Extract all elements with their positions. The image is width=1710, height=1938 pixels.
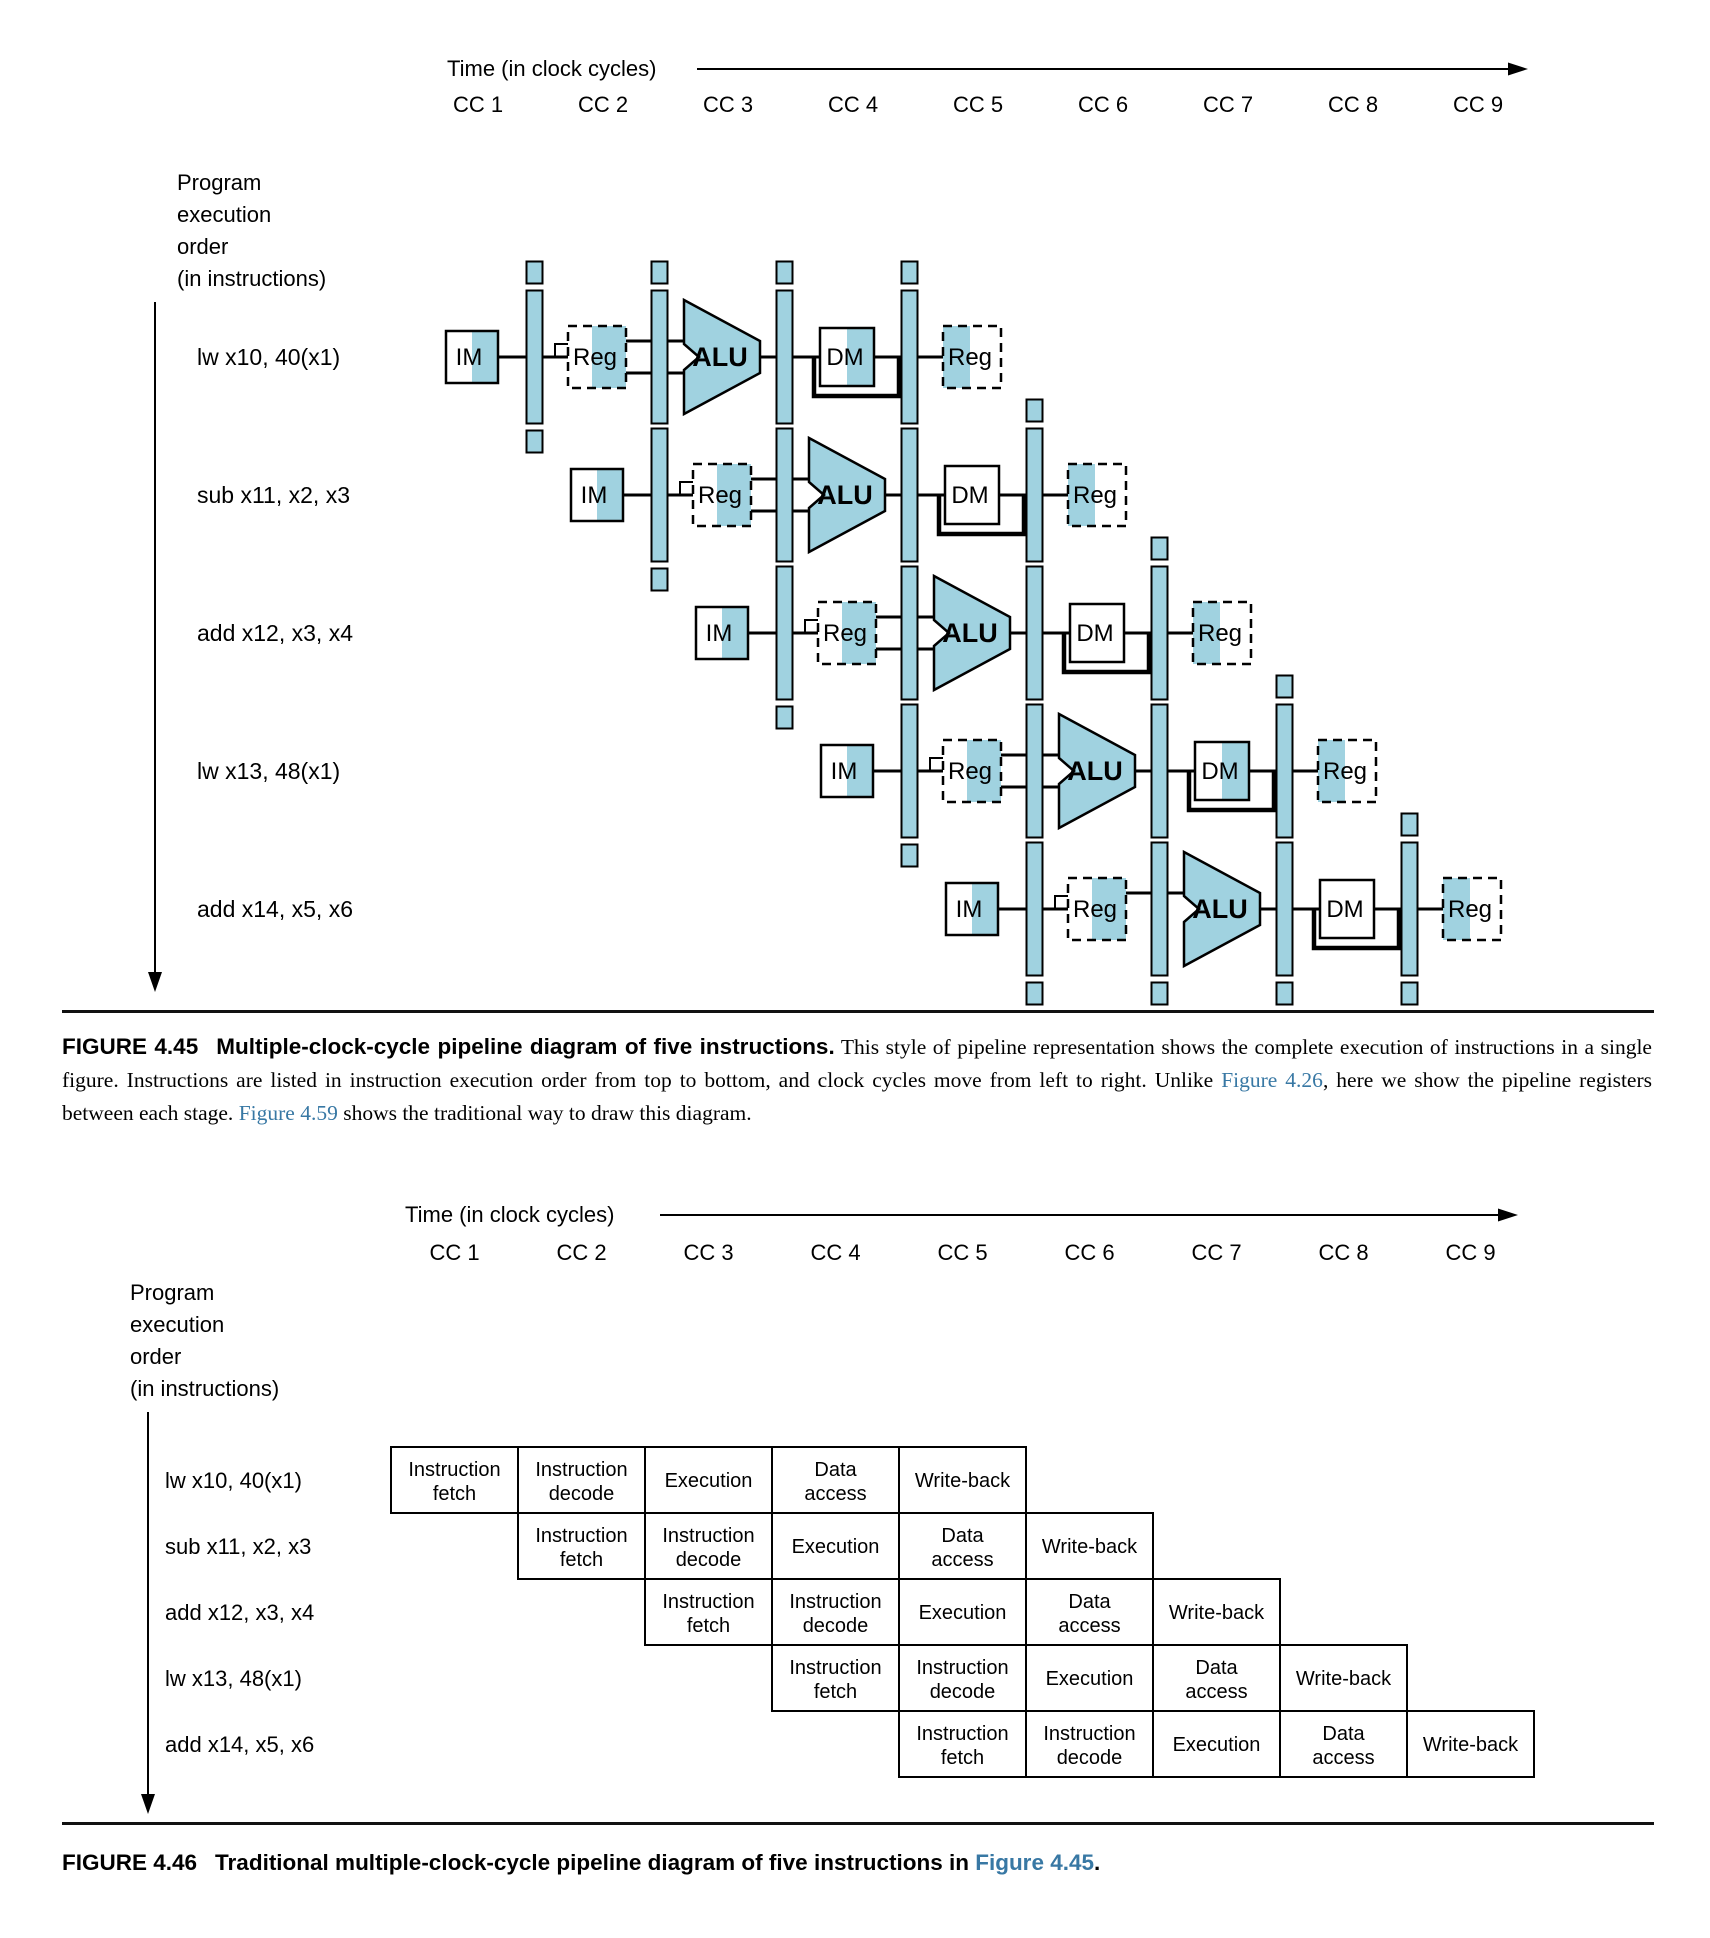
pipeline-register-bar [1277, 843, 1293, 976]
pipeline-register-stub [652, 262, 668, 284]
reg-read-label: Reg [947, 758, 993, 785]
instruction-label: sub x11, x2, x3 [165, 1534, 312, 1559]
stage-cell-label: Data [1195, 1657, 1238, 1679]
stage-cell-label: Instruction [408, 1459, 501, 1481]
pipeline-register-bar [902, 291, 918, 424]
stage-cell-label: fetch [686, 1615, 731, 1637]
pipeline-row [197, 538, 1251, 729]
time-axis-arrowhead [1508, 63, 1528, 76]
stage-cell-label: Data [814, 1459, 857, 1481]
cc-label: CC 9 [1445, 1240, 1496, 1265]
stage-cell-label: Data [941, 1525, 984, 1547]
stage-cell-label: decode [548, 1483, 615, 1505]
stage-cell-label: Write-back [1422, 1734, 1519, 1756]
pipeline-register-bar [1152, 843, 1168, 976]
pipeline-register-bar [1027, 429, 1043, 562]
reg-write-label: Reg [1322, 758, 1368, 785]
alu-label: ALU [692, 342, 748, 372]
alu-label: ALU [942, 618, 998, 648]
stage-cell-label: decode [1056, 1747, 1123, 1769]
stage-cell-label: access [1185, 1681, 1248, 1703]
stage-cell-label: Write-back [1295, 1668, 1392, 1690]
program-order-label: order [177, 234, 229, 259]
instruction-label: add x12, x3, x4 [165, 1600, 315, 1625]
time-axis-arrowhead [1498, 1209, 1518, 1222]
pipeline-register-bar [777, 291, 793, 424]
pipeline-register-bar [902, 705, 918, 838]
stage-cell-label: decode [929, 1681, 996, 1703]
figure-4-46-caption-body [215, 1850, 1100, 1875]
dm-label: DM [1076, 620, 1114, 647]
cc-label: CC 3 [702, 92, 754, 117]
stage-cell-label: access [931, 1549, 994, 1571]
stage-cell-label: fetch [432, 1483, 477, 1505]
pipeline-register-stub [652, 569, 668, 591]
stage-cell-label: Instruction [789, 1591, 882, 1613]
stage-cell-label: Data [1068, 1591, 1111, 1613]
pipeline-register-bar [777, 429, 793, 562]
pipeline-register-bar [902, 567, 918, 700]
program-order-label: execution [177, 202, 272, 227]
stage-cell-label: fetch [940, 1747, 985, 1769]
cc-label: CC 1 [452, 92, 504, 117]
reg-read-label: Reg [822, 620, 868, 647]
pipeline-register-bar [652, 291, 668, 424]
pipeline-register-stub [1277, 983, 1293, 1005]
stage-cell-label: Instruction [789, 1657, 882, 1679]
dm-label: DM [951, 482, 989, 509]
pipeline-register-bar [1027, 705, 1043, 838]
im-label: IM [955, 896, 983, 923]
dm-label: DM [826, 344, 864, 371]
cc-label: CC 2 [556, 1240, 607, 1265]
alu-label: ALU [1192, 894, 1248, 924]
figure-4-46-caption [62, 1850, 1652, 1876]
cc-label: CC 4 [827, 92, 879, 117]
pipeline-row [197, 676, 1376, 867]
pipeline-register-bar [652, 429, 668, 562]
pipeline-register-stub [902, 845, 918, 867]
caption-4-46-text: . [1094, 1850, 1101, 1875]
stage-cell-label: Execution [918, 1602, 1007, 1624]
instruction-label: add x14, x5, x6 [197, 896, 353, 922]
reg-read-label: Reg [572, 344, 618, 371]
program-order-arrowhead [141, 1794, 155, 1814]
instruction-label: add x14, x5, x6 [165, 1732, 315, 1757]
alu-label: ALU [1067, 756, 1123, 786]
reg-write-label: Reg [1072, 482, 1118, 509]
figure-4-45-caption [62, 1030, 1652, 1130]
pipeline-table-row [165, 1645, 1407, 1711]
cc-label: CC 8 [1327, 92, 1379, 117]
stage-cell-label: Data [1322, 1723, 1365, 1745]
figure-4-46-label: FIGURE 4.46 [62, 1850, 198, 1875]
cc-label: CC 6 [1064, 1240, 1115, 1265]
reg-write-label: Reg [947, 344, 993, 371]
stage-cell-label: decode [675, 1549, 742, 1571]
reg-read-label: Reg [697, 482, 743, 509]
pipeline-register-stub [777, 707, 793, 729]
pipeline-table-row [165, 1579, 1280, 1645]
pipeline-register-bar [777, 567, 793, 700]
stage-cell-label: Write-back [914, 1470, 1011, 1492]
cc-label: CC 7 [1202, 92, 1254, 117]
program-order-label: (in instructions) [177, 266, 327, 291]
caption-4-45-figure-link[interactable]: Figure 4.59 [238, 1101, 338, 1125]
caption-4-46-text: Traditional multiple-clock-cycle pipeline diagram of five instructions in [215, 1850, 976, 1875]
stage-cell-label: Execution [791, 1536, 880, 1558]
pipeline-row [197, 814, 1501, 1005]
cc-label: CC 6 [1077, 92, 1129, 117]
reg-write-label: Reg [1197, 620, 1243, 647]
stage-cell-label: fetch [813, 1681, 858, 1703]
stage-cell-label: Instruction [535, 1459, 628, 1481]
pipeline-register-bar [527, 291, 543, 424]
reg-write-label: Reg [1447, 896, 1493, 923]
time-axis-label: Time (in clock cycles) [405, 1202, 615, 1227]
cc-label: CC 8 [1318, 1240, 1369, 1265]
stage-cell-label: Write-back [1041, 1536, 1138, 1558]
pipeline-register-stub [1027, 400, 1043, 422]
cc-label: CC 2 [577, 92, 629, 117]
cc-label: CC 9 [1452, 92, 1504, 117]
cc-label: CC 7 [1191, 1240, 1242, 1265]
cc-label: CC 1 [429, 1240, 480, 1265]
program-order-label: Program [177, 170, 262, 195]
pipeline-register-stub [902, 262, 918, 284]
caption-4-45-text: shows the traditional way to draw this diagram. [337, 1101, 752, 1125]
caption-divider-rule-2 [62, 1822, 1654, 1825]
instruction-label: lw x10, 40(x1) [165, 1468, 302, 1493]
cc-label: CC 3 [683, 1240, 734, 1265]
cc-label: CC 4 [810, 1240, 861, 1265]
stage-cell-label: fetch [559, 1549, 604, 1571]
figure-4-45-title: Multiple-clock-cycle pipeline diagram of five instructions. [216, 1034, 835, 1059]
pipeline-register-stub [1027, 983, 1043, 1005]
pipeline-register-stub [1152, 983, 1168, 1005]
instruction-label: lw x13, 48(x1) [165, 1666, 302, 1691]
cc-label: CC 5 [937, 1240, 988, 1265]
stage-cell-label: Instruction [535, 1525, 628, 1547]
pipeline-register-stub [527, 431, 543, 453]
figure-4-45-label: FIGURE 4.45 [62, 1034, 199, 1059]
program-order-label: Program [130, 1280, 215, 1305]
stage-cell-label: access [804, 1483, 867, 1505]
pipeline-register-bar [1402, 843, 1418, 976]
program-order-label: (in instructions) [130, 1376, 280, 1401]
stage-cell-label: Write-back [1168, 1602, 1265, 1624]
pipeline-table-figure-4-46 [0, 1180, 1710, 1840]
stage-cell-label: Execution [1172, 1734, 1261, 1756]
stage-cell-label: access [1312, 1747, 1375, 1769]
stage-cell-label: Instruction [662, 1591, 755, 1613]
im-label: IM [580, 482, 608, 509]
pipeline-row [197, 400, 1126, 591]
dm-label: DM [1201, 758, 1239, 785]
pipeline-table-row [165, 1447, 1026, 1513]
instruction-label: add x12, x3, x4 [197, 620, 353, 646]
caption-4-45-text: , here we show the pipeline registers between each stage. [62, 1068, 1652, 1125]
im-label: IM [705, 620, 733, 647]
pipeline-register-bar [1277, 705, 1293, 838]
stage-cell-label: Execution [664, 1470, 753, 1492]
dm-label: DM [1326, 896, 1364, 923]
time-axis-label: Time (in clock cycles) [447, 56, 657, 81]
pipeline-register-stub [1402, 983, 1418, 1005]
pipeline-register-stub [527, 262, 543, 284]
pipeline-table-row [165, 1711, 1534, 1777]
stage-cell-label: access [1058, 1615, 1121, 1637]
pipeline-register-bar [1152, 705, 1168, 838]
pipeline-register-stub [1277, 676, 1293, 698]
instruction-label: sub x11, x2, x3 [197, 482, 350, 508]
caption-divider-rule [62, 1010, 1654, 1013]
stage-cell-label: Instruction [916, 1723, 1009, 1745]
program-order-arrowhead [148, 972, 162, 992]
pipeline-register-bar [902, 429, 918, 562]
pipeline-register-bar [1027, 567, 1043, 700]
instruction-label: lw x10, 40(x1) [197, 344, 341, 370]
program-order-label: order [130, 1344, 182, 1369]
pipeline-register-bar [1027, 843, 1043, 976]
im-label: IM [830, 758, 858, 785]
pipeline-register-stub [1402, 814, 1418, 836]
stage-cell-label: Instruction [916, 1657, 1009, 1679]
instruction-label: lw x13, 48(x1) [197, 758, 341, 784]
pipeline-register-stub [777, 262, 793, 284]
stage-cell-label: Execution [1045, 1668, 1134, 1690]
caption-4-45-figure-link[interactable]: Figure 4.26 [1221, 1068, 1323, 1092]
caption-4-46-figure-link[interactable]: Figure 4.45 [975, 1850, 1094, 1875]
stage-cell-label: Instruction [1043, 1723, 1136, 1745]
caption-4-45-text: This style of pipeline representation shows the complete execution of instructions in a single figure. Instructions are listed in instruction execution order from top to bottom, and clock cycles move from left to right. Unlike [62, 1035, 1652, 1092]
stage-cell-label: decode [802, 1615, 869, 1637]
pipeline-register-stub [1152, 538, 1168, 560]
pipeline-register-bar [1152, 567, 1168, 700]
program-order-label: execution [130, 1312, 225, 1337]
stage-cell-label: Instruction [662, 1525, 755, 1547]
pipeline-table-row [165, 1513, 1153, 1579]
reg-read-label: Reg [1072, 896, 1118, 923]
im-label: IM [455, 344, 483, 371]
cc-label: CC 5 [952, 92, 1004, 117]
alu-label: ALU [817, 480, 873, 510]
